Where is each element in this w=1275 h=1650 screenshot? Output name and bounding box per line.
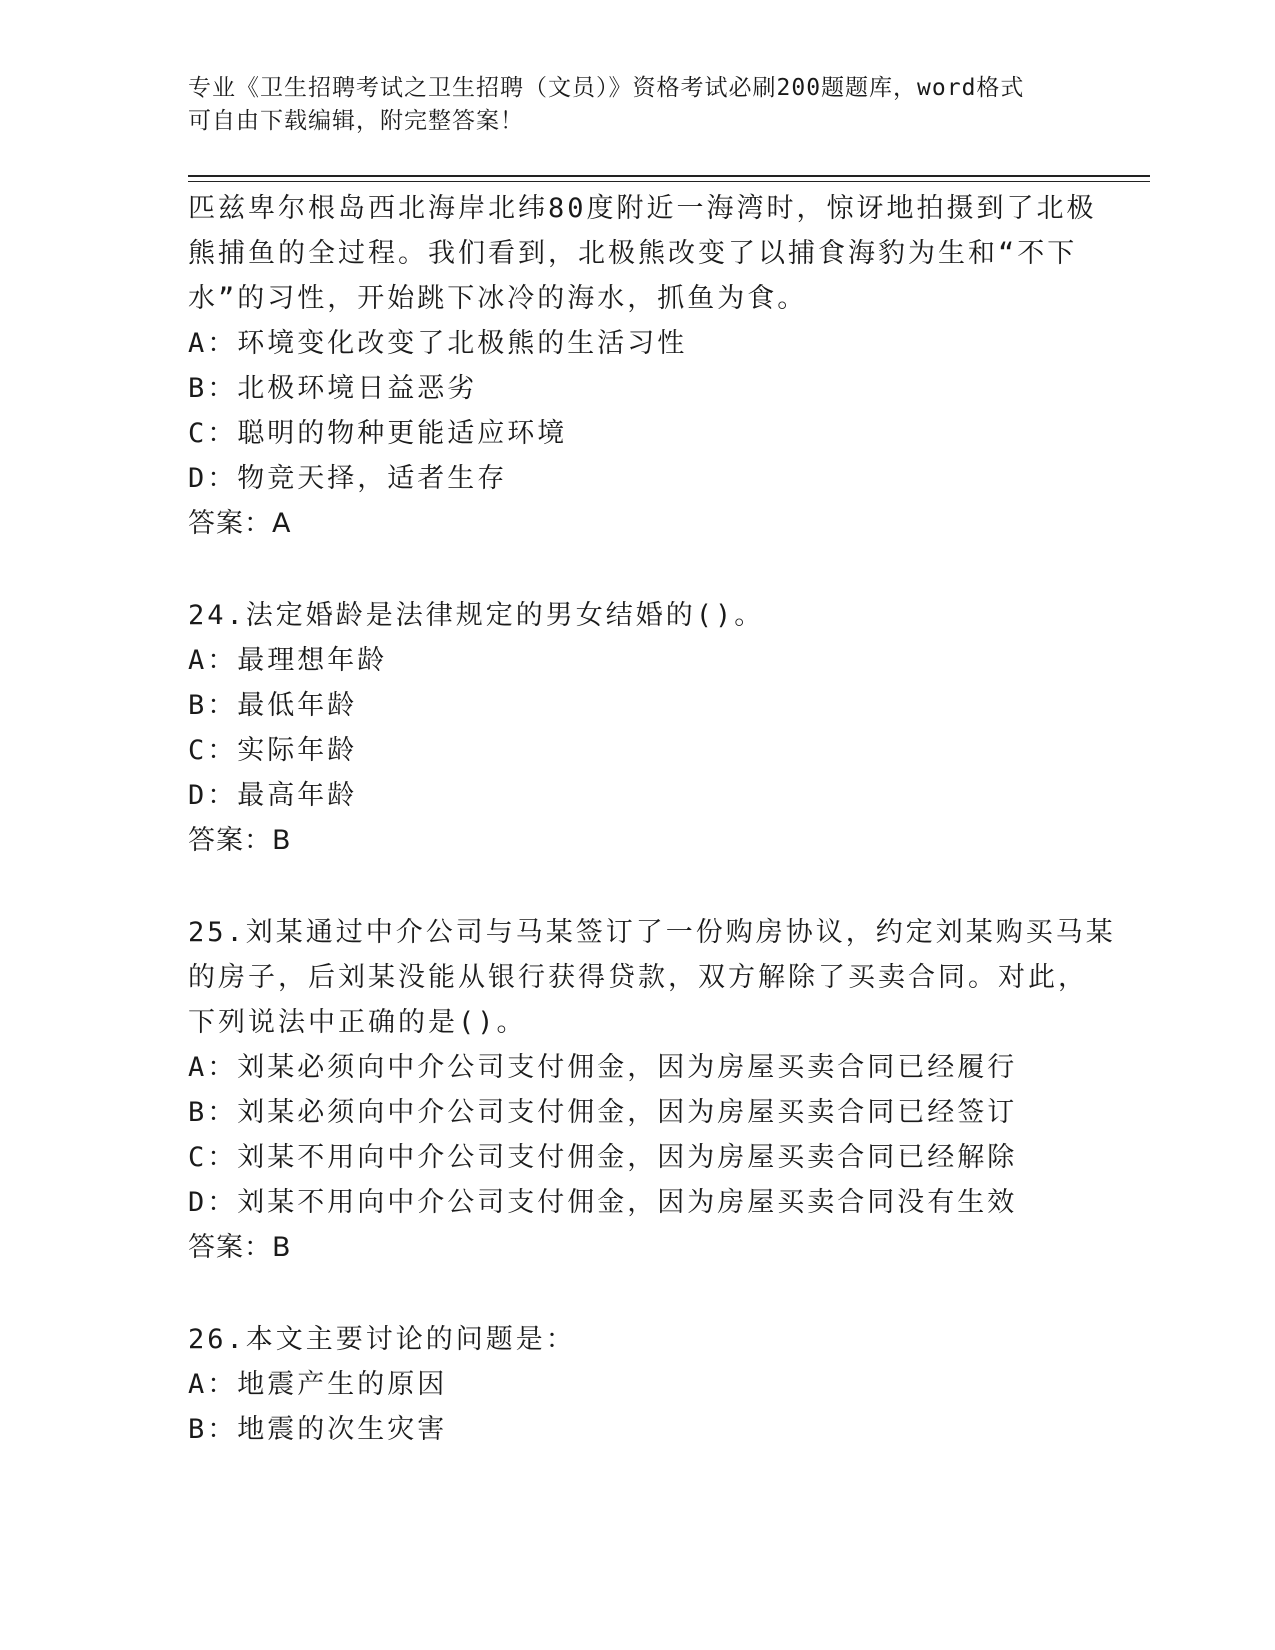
- option-c: C：实际年龄: [188, 735, 358, 766]
- question-spacer: [188, 546, 1088, 593]
- option-d: D：最高年龄: [188, 780, 358, 811]
- option-a: A：刘某必须向中介公司支付佣金，因为房屋买卖合同已经履行: [188, 1052, 1018, 1083]
- question-block-26: [188, 1317, 1088, 1452]
- question-text-line: 下列说法中正确的是()。: [188, 1007, 527, 1038]
- header-line-1: 专业《卫生招聘考试之卫生招聘（文员）》资格考试必刷200题题库，word格式: [188, 75, 1025, 101]
- header-rule-thin: [188, 181, 1150, 182]
- option-c: C：刘某不用向中介公司支付佣金，因为房屋买卖合同已经解除: [188, 1142, 1018, 1173]
- question-block-24: [188, 593, 1088, 863]
- question-spacer: [188, 1270, 1088, 1317]
- question-text-line: 匹兹卑尔根岛西北海岸北纬80度附近一海湾时，惊讶地拍摄到了北极: [188, 193, 1097, 224]
- option-b: B：刘某必须向中介公司支付佣金，因为房屋买卖合同已经签订: [188, 1097, 1018, 1128]
- header-line-2: 可自由下载编辑，附完整答案！: [188, 108, 524, 134]
- answer-line: 答案：B: [188, 825, 292, 856]
- question-text-line: 的房子，后刘某没能从银行获得贷款，双方解除了买卖合同。对此，: [188, 962, 1088, 993]
- option-b: B：北极环境日益恶劣: [188, 373, 478, 404]
- option-a: A：最理想年龄: [188, 645, 388, 676]
- question-block-25: [188, 910, 1116, 1270]
- document-body: [188, 186, 1116, 1452]
- option-d: D：刘某不用向中介公司支付佣金，因为房屋买卖合同没有生效: [188, 1187, 1018, 1218]
- question-block-passage: [188, 186, 1097, 546]
- question-text-line: 25.刘某通过中介公司与马某签订了一份购房协议，约定刘某购买马某: [188, 917, 1116, 948]
- header-rule-thick: [188, 175, 1150, 177]
- answer-line: 答案：B: [188, 1232, 292, 1263]
- question-spacer: [188, 863, 1088, 910]
- option-b: B：最低年龄: [188, 690, 358, 721]
- document-header: [188, 72, 1088, 138]
- question-text-line: 水”的习性，开始跳下冰冷的海水，抓鱼为食。: [188, 283, 808, 314]
- option-c: C：聪明的物种更能适应环境: [188, 418, 568, 449]
- answer-line: 答案：A: [188, 508, 292, 539]
- question-text-line: 26.本文主要讨论的问题是：: [188, 1324, 576, 1355]
- question-text-line: 熊捕鱼的全过程。我们看到，北极熊改变了以捕食海豹为生和“不下: [188, 238, 1078, 269]
- option-b: B：地震的次生灾害: [188, 1414, 448, 1445]
- option-a: A：环境变化改变了北极熊的生活习性: [188, 328, 688, 359]
- option-d: D：物竞天择，适者生存: [188, 463, 508, 494]
- question-text-line: 24.法定婚龄是法律规定的男女结婚的()。: [188, 600, 765, 631]
- option-a: A：地震产生的原因: [188, 1369, 448, 1400]
